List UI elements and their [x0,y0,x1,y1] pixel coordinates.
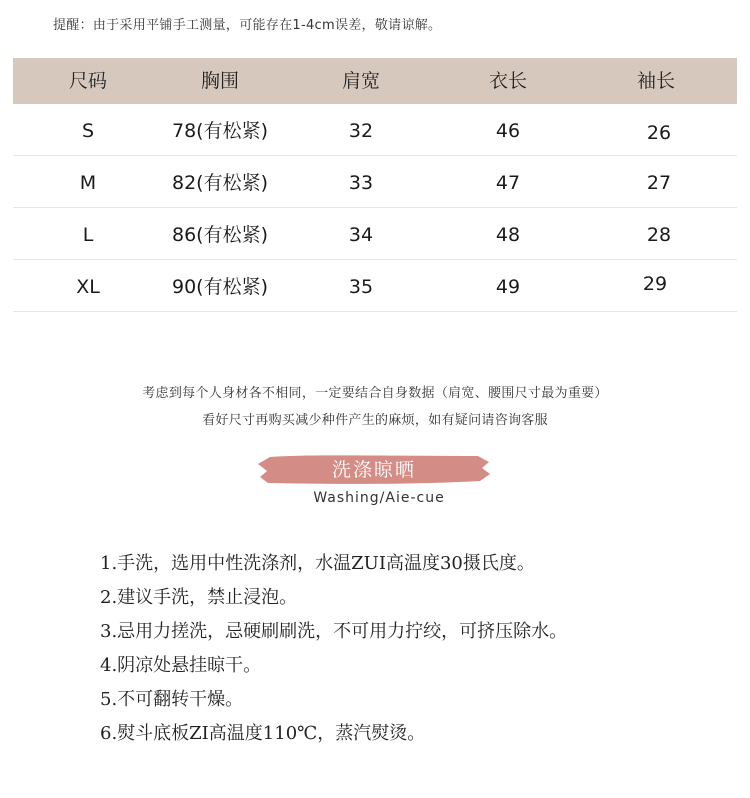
cell-length: 47 [495,172,521,194]
header-chest: 胸围 [200,70,240,92]
table-row [13,104,737,156]
cell-shoulder: 32 [348,120,374,142]
cell-shoulder: 33 [348,172,374,194]
cell-chest: 86(有松紧) [171,224,269,246]
care-item: 1.手洗，选用中性洗涤剂，水温ZUI高温度30摄氏度。 [100,553,535,574]
table-row [13,156,737,208]
care-item: 2.建议手洗，禁止浸泡。 [100,587,298,608]
cell-length: 49 [495,276,521,298]
cell-size: L [82,224,94,246]
cell-length: 46 [495,120,521,142]
table-row [13,260,737,312]
care-item: 5.不可翻转干燥。 [100,689,244,710]
fit-tip-line-2: 看好尺寸再购买减少种件产生的麻烦，如有疑问请咨询客服 [202,413,548,428]
cell-sleeve: 29 [642,273,668,295]
care-item: 3.忌用力搓洗，忌硬刷刷洗，不可用力拧绞，可挤压除水。 [100,621,568,642]
washing-title: 洗涤晾晒 [331,459,416,481]
header-shoulder: 肩宽 [341,70,381,92]
cell-size: S [81,120,95,142]
size-table [13,58,737,312]
cell-length: 48 [495,224,521,246]
header-sleeve: 袖长 [636,70,676,92]
cell-chest: 82(有松紧) [171,172,269,194]
size-table-header [13,58,737,104]
table-row [13,208,737,260]
washing-subtitle: Washing/Aie-cue [313,490,445,506]
care-instructions-list [100,550,567,754]
fit-tip-line-1: 考虑到每个人身材各不相同，一定要结合自身数据（肩宽、腰围尺寸最为重要） [142,386,608,401]
cell-shoulder: 34 [348,224,374,246]
cell-size: M [79,172,97,194]
cell-chest: 90(有松紧) [171,276,269,298]
care-item: 6.熨斗底板ZI高温度110℃，蒸汽熨烫。 [100,723,426,744]
measurement-notice: 提醒：由于采用平铺手工测量，可能存在1-4cm误差，敬请谅解。 [53,18,442,33]
cell-sleeve: 28 [646,224,672,246]
cell-chest: 78(有松紧) [171,120,269,142]
care-item: 4.阴凉处悬挂晾干。 [100,655,262,676]
cell-sleeve: 27 [646,172,672,194]
header-size: 尺码 [68,70,108,92]
cell-sleeve: 26 [646,122,672,144]
washing-banner [258,454,490,486]
cell-shoulder: 35 [348,276,374,298]
header-length: 衣长 [488,70,528,92]
cell-size: XL [76,276,100,298]
